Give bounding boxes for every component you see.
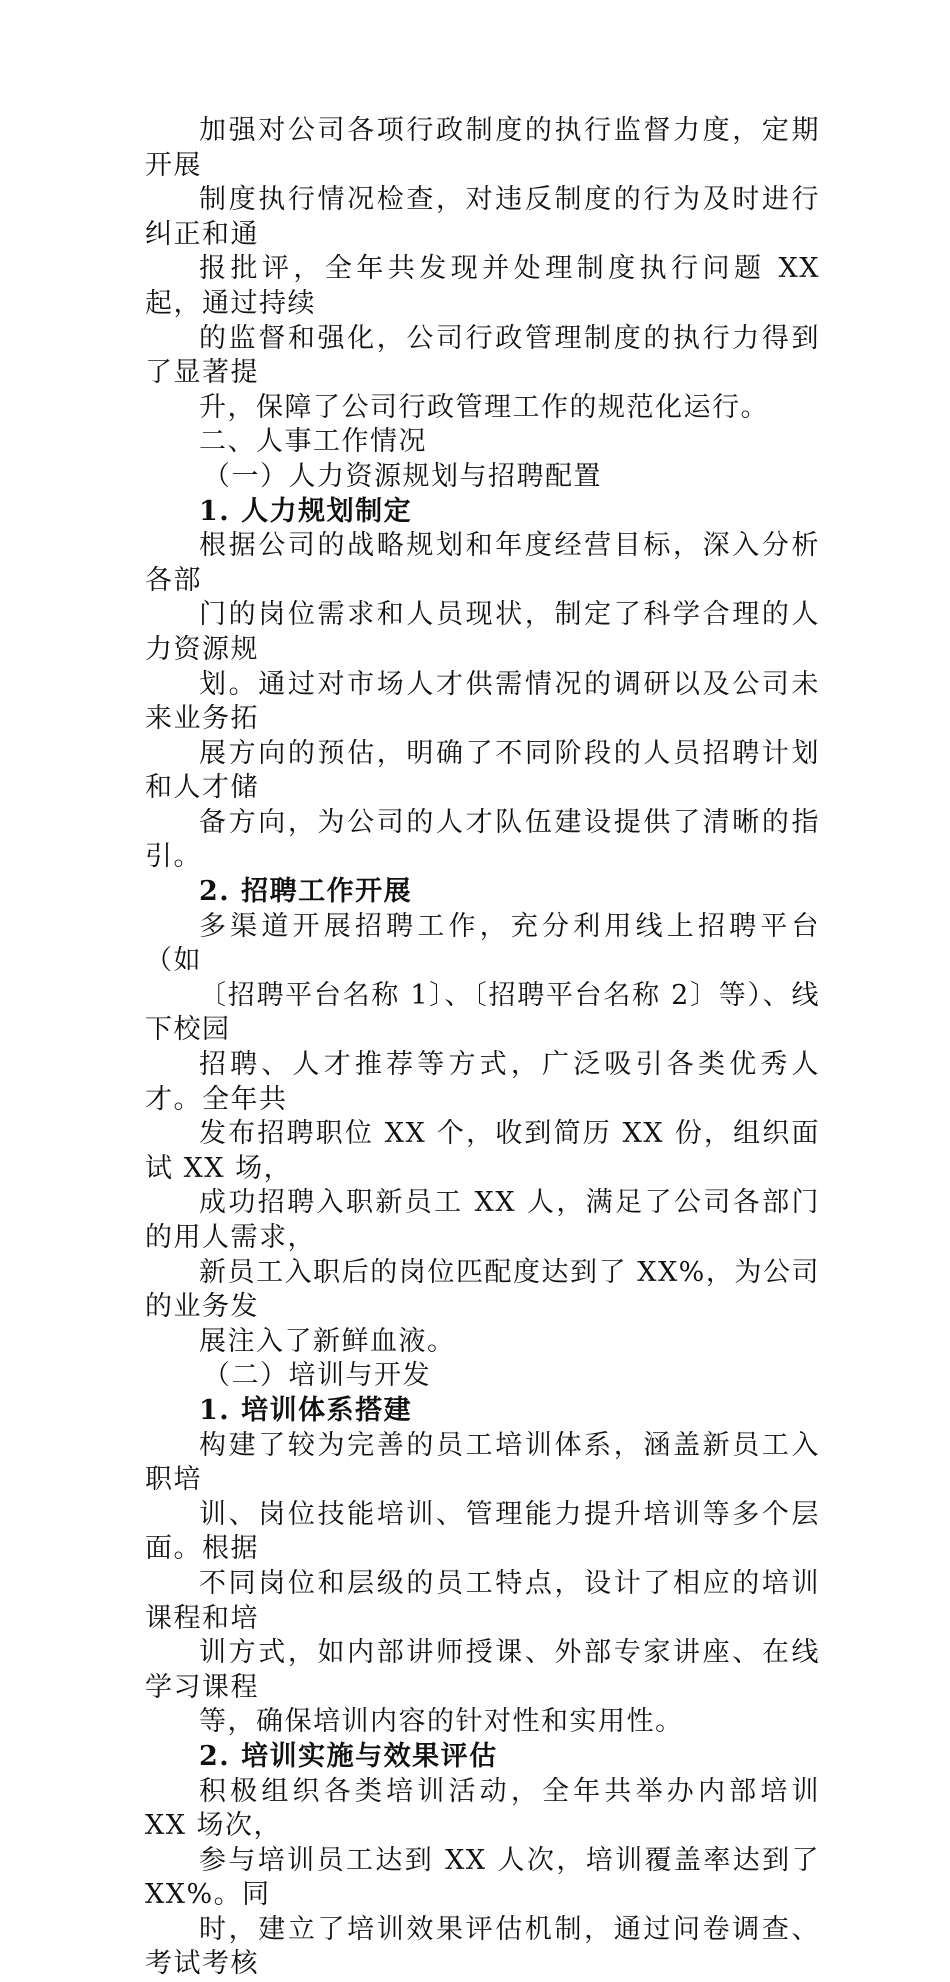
text-line: 多渠道开展招聘工作，充分利用线上招聘平台（如	[145, 910, 820, 979]
text-line: 训方式，如内部讲师授课、外部专家讲座、在线学习课程	[145, 1636, 820, 1705]
subsection-heading-planning-recruitment: （一）人力资源规划与招聘配置	[145, 460, 820, 495]
item-heading-recruitment: 2. 招聘工作开展	[145, 875, 820, 910]
paragraph-training-system	[145, 1429, 820, 1740]
text-line: 划。通过对市场人才供需情况的调研以及公司未来业务拓	[145, 668, 820, 737]
text-line: 门的岗位需求和人员现状，制定了科学合理的人力资源规	[145, 598, 820, 667]
text-line: 成功招聘入职新员工 XX 人，满足了公司各部门的用人需求，	[145, 1186, 820, 1255]
text-line: 展注入了新鲜血液。	[145, 1325, 820, 1360]
text-line: 的监督和强化，公司行政管理制度的执行力得到了显著提	[145, 322, 820, 391]
text-line: 不同岗位和层级的员工特点，设计了相应的培训课程和培	[145, 1567, 820, 1636]
text-line: 等，确保培训内容的针对性和实用性。	[145, 1705, 820, 1740]
text-line: 参与培训员工达到 XX 人次，培训覆盖率达到了 XX%。同	[145, 1844, 820, 1913]
text-line: 积极组织各类培训活动，全年共举办内部培训 XX 场次，	[145, 1775, 820, 1844]
text-line: 〔招聘平台名称 1〕、〔招聘平台名称 2〕等）、线下校园	[145, 979, 820, 1048]
text-line: 加强对公司各项行政制度的执行监督力度，定期开展	[145, 114, 820, 183]
section-heading-hr: 二、人事工作情况	[145, 425, 820, 460]
subsection-heading-training: （二）培训与开发	[145, 1359, 820, 1394]
item-heading-hr-planning: 1. 人力规划制定	[145, 495, 820, 530]
item-heading-training-evaluation: 2. 培训实施与效果评估	[145, 1740, 820, 1775]
text-line: 时，建立了培训效果评估机制，通过问卷调查、考试考核	[145, 1913, 820, 1982]
text-line: 根据公司的战略规划和年度经营目标，深入分析各部	[145, 529, 820, 598]
text-line: 新员工入职后的岗位匹配度达到了 XX%，为公司的业务发	[145, 1256, 820, 1325]
paragraph-training-evaluation	[145, 1775, 820, 1982]
paragraph-recruitment	[145, 910, 820, 1360]
text-line: 构建了较为完善的员工培训体系，涵盖新员工入职培	[145, 1429, 820, 1498]
text-line: 招聘、人才推荐等方式，广泛吸引各类优秀人才。全年共	[145, 1048, 820, 1117]
text-line: 制度执行情况检查，对违反制度的行为及时进行纠正和通	[145, 183, 820, 252]
paragraph-hr-planning	[145, 529, 820, 875]
text-line: 训、岗位技能培训、管理能力提升培训等多个层面。根据	[145, 1498, 820, 1567]
document-page	[145, 114, 820, 1982]
text-line: 升，保障了公司行政管理工作的规范化运行。	[145, 391, 820, 426]
paragraph-admin-supervision	[145, 114, 820, 425]
text-line: 报批评，全年共发现并处理制度执行问题 XX 起，通过持续	[145, 252, 820, 321]
text-line: 备方向，为公司的人才队伍建设提供了清晰的指引。	[145, 806, 820, 875]
text-line: 发布招聘职位 XX 个，收到简历 XX 份，组织面试 XX 场，	[145, 1117, 820, 1186]
item-heading-training-system: 1. 培训体系搭建	[145, 1394, 820, 1429]
text-line: 展方向的预估，明确了不同阶段的人员招聘计划和人才储	[145, 737, 820, 806]
